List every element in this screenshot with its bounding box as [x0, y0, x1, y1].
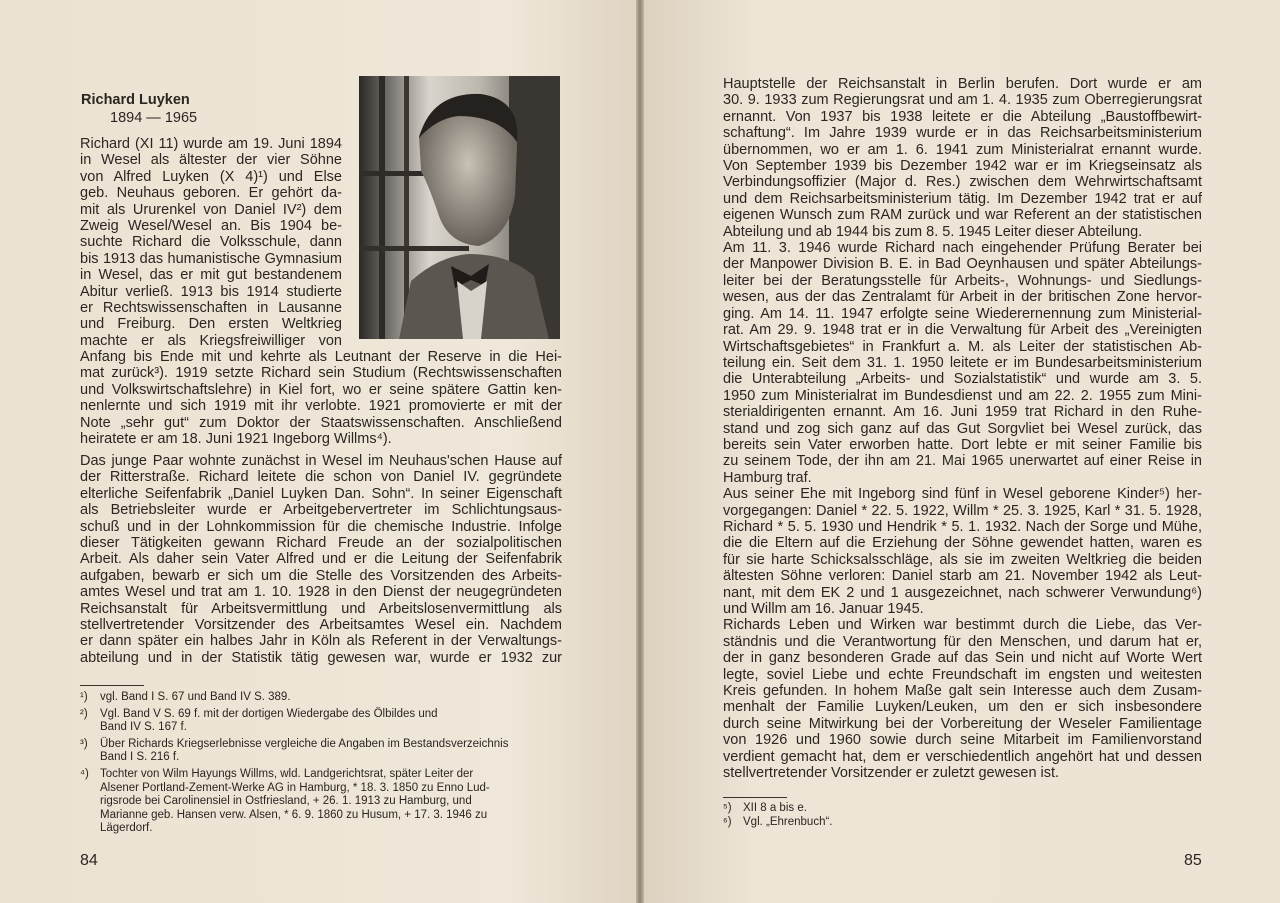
footnote-4 — [80, 768, 562, 836]
footnote-line: Lägerdorf. — [100, 822, 153, 835]
text-line: mit als Ururenkel von Daniel IV²) dem — [80, 201, 342, 218]
text-line: nant, mit dem EK 2 und 1 ausgezeichnet, nach schwerer Verwundung⁶) — [723, 584, 1202, 601]
text-line: Aus seiner Ehe mit Ingeborg sind fünf in Wesel geborene Kinder⁵) her- — [723, 486, 1202, 503]
text-line: heiratete er am 18. Juni 1921 Ingeborg Willms⁴). — [80, 431, 392, 448]
right-paragraph-1 — [723, 76, 1202, 240]
footnote-mark: ³) — [80, 737, 88, 750]
text-line: aufgaben, bewarb er sich um die Stelle des Vorsitzenden des Arbeits- — [80, 567, 562, 584]
text-line: ständnis und die Verantwortung für den Menschen, und darum hat er, — [723, 633, 1202, 650]
text-line: dieser Tätigkeiten gewann Richard Freude an der sozialpolitischen — [80, 535, 562, 552]
text-line: Note „sehr gut“ zum Doktor der Staatswissenschaften. Anschließend — [80, 414, 562, 431]
biography-dates: 1894 — 1965 — [110, 110, 198, 126]
text-line: als Betriebsleiter wurde er Arbeitgebervertreter im Schlichtungsaus- — [80, 502, 562, 519]
text-line: 30. 9. 1933 zum Regierungsrat und am 1. 4. 1935 zum Oberregierungsrat — [723, 92, 1202, 109]
left-paragraph-2 — [80, 453, 562, 666]
text-line: stellvertretender Vorsitzender des Arbeitsamtes Wesel ein. Nachdem — [80, 617, 562, 634]
text-line: für sie harte Schicksalsschläge, als sie im zweiten Weltkrieg die beiden — [723, 551, 1202, 568]
text-line: Richard (XI 11) wurde am 19. Juni 1894 — [80, 136, 342, 152]
text-line: geb. Neuhaus geboren. Er gehört da- — [80, 185, 342, 202]
text-line: wesen, aus der das Zentralamt für Arbeit in der britischen Zone hervor- — [723, 289, 1202, 306]
right-paragraph-3 — [723, 486, 1202, 617]
text-line: Richards Leben und Wirken war bestimmt durch die Liebe, das Ver- — [723, 617, 1202, 634]
footnote-line: Vgl. „Ehrenbuch“. — [743, 815, 833, 828]
text-line: und dem Reichsarbeitsministerium tätig. Im Dezember 1942 trat er auf — [723, 190, 1202, 207]
text-line: von 1926 und 1960 sowie durch seine Mitarbeit im Familienvorstand — [723, 732, 1202, 749]
text-line: sterialdirigenten ernannt. Am 16. Juni 1959 trat Richard in den Ruhe- — [723, 404, 1202, 421]
text-line: der in ganz besonderen Grade auf das Sein und nicht auf Worte Wert — [723, 650, 1202, 667]
footnote-line: Über Richards Kriegserlebnisse vergleiche die Angaben im Bestandsverzeichnis — [100, 737, 509, 750]
text-line: Kreis gefunden. In hohem Maße galt sein Interesse auch dem Zusam- — [723, 683, 1202, 700]
footnote-3 — [80, 738, 562, 765]
text-line: 1950 zum Ministerialrat im Bundesdienst und am 22. 2. 1955 zum Mini- — [723, 387, 1202, 404]
footnote-rule — [80, 685, 144, 686]
text-line: bis 1913 das humanistische Gymnasium — [80, 250, 342, 267]
footnote-mark: ⁶) — [723, 815, 732, 828]
text-line: der Manpower Division B. E. in Bad Oeynhausen und später Abteilungs- — [723, 256, 1202, 273]
footnote-line: Band I S. 216 f. — [100, 751, 180, 764]
left-wrap-paragraph — [80, 136, 342, 349]
text-line: stellvertretender Vorsitzender er zuletzt gewesen ist. — [723, 765, 1060, 782]
text-line: Das junge Paar wohnte zunächst in Wesel im Neuhaus'schen Hause auf — [80, 453, 562, 469]
text-line: in Wesel als ältester der vier Söhne — [80, 152, 342, 169]
text-line: Hamburg traf. — [723, 469, 812, 486]
text-line: Am 11. 3. 1946 wurde Richard nach eingehender Prüfung Berater bei — [723, 240, 1202, 257]
text-line: amtes Wesel und trat am 1. 10. 1928 in den Dienst der neugegründeten — [80, 584, 562, 601]
portrait-photo — [359, 76, 560, 339]
text-line: verdient gemacht hat, dem er verschiedentlich angehört hat und dessen — [723, 748, 1202, 765]
text-line: ging. Am 14. 11. 1947 erfolgte seine Wiederernennung zum Ministerial- — [723, 305, 1202, 322]
footnote-line: XII 8 a bis e. — [743, 802, 807, 814]
text-line: und Willm am 16. Januar 1945. — [723, 601, 924, 617]
text-line: Wirtschaftsgebietes“ in Frankfurt a. M. als Leiter der statistischen Ab- — [723, 338, 1202, 355]
footnote-line: Alsener Portland-Zement-Werke AG in Hamburg, * 18. 3. 1850 zu Enno Lud- — [100, 781, 490, 794]
right-paragraph-4 — [723, 617, 1202, 781]
portrait-photo-image — [359, 76, 560, 339]
text-line: und Freiburg. Den ersten Weltkrieg — [80, 316, 342, 333]
footnote-mark: ⁴) — [80, 767, 89, 780]
text-line: stand und zog sich ganz auf das Gut Sorgvliet bei Wesel zurück, das — [723, 420, 1202, 437]
text-line: Zweig Wesel/Wesel an. Bis 1904 be- — [80, 218, 342, 235]
text-line: in Wesel, das er mit gut bestandenem — [80, 267, 342, 284]
text-line: er dann später ein halbes Jahr in Köln als Referent in der Verwaltungs- — [80, 633, 562, 650]
text-line: bereits sein Vater erworben hatte. Dort lebte er mit seiner Familie bis — [723, 436, 1202, 453]
page-number-right: 85 — [1184, 852, 1202, 869]
footnote-line: Band IV S. 167 f. — [100, 721, 187, 734]
text-line: mat zurück³). 1919 setzte Richard sein Studium (Rechtswissenschaften — [80, 365, 562, 382]
text-line: die die Eltern auf die Erziehung der Söhne gewendet hatten, waren es — [723, 535, 1202, 552]
footnote-5 — [723, 802, 1202, 816]
text-line: Abteilung und ab 1944 bis zum 8. 5. 1945 Leiter dieser Abteilung. — [723, 223, 1143, 240]
footnote-line: rigsrode bei Carolinensiel in Ostfriesland, + 26. 1. 1913 zu Hamburg, und — [100, 795, 472, 808]
footnote-line: vgl. Band I S. 67 und Band IV S. 389. — [100, 691, 291, 703]
text-line: abteilung und in der Statistik tätig gewesen war, wurde er 1932 zur — [80, 649, 562, 666]
text-line: Von September 1939 bis Dezember 1942 war er im Kriegseinsatz als — [723, 158, 1202, 175]
text-line: schaftung“. Im Jahre 1939 wurde er in das Reichsarbeitsministerium — [723, 125, 1202, 142]
page-number-left: 84 — [80, 852, 98, 869]
text-line: übernommen, wo er am 1. 6. 1941 zum Ministerialrat ernannt wurde. — [723, 141, 1202, 158]
text-line: Anfang bis Ende mit und kehrte als Leutnant der Reserve in die Hei- — [80, 349, 562, 365]
right-text — [723, 76, 1202, 781]
text-line: er Rechtswissenschaften in Lausanne — [80, 300, 342, 317]
text-line: teilung ein. Seit dem 31. 1. 1950 leitete er im Bundesarbeitsministerium — [723, 354, 1202, 371]
text-line: Reichsanstalt für Arbeitsvermittlung und Arbeitslosenvermittlung als — [80, 600, 562, 617]
text-line: der Ritterstraße. Richard leitete die schon von Daniel IV. gegründete — [80, 469, 562, 486]
text-line: von Alfred Luyken (X 4)¹) und Else — [80, 168, 342, 185]
text-line: Abitur verließ. 1913 bis 1914 studierte — [80, 283, 342, 300]
text-line: Arbeit. Als daher sein Vater Alfred und er die Leitung der Seifenfabrik — [80, 551, 562, 568]
text-line: menhalt der Familie Luyken/Leuken, um den er sich insbesondere — [723, 699, 1202, 716]
text-line: nenlernte und sich 1919 mit ihr verlobte. 1921 promovierte er mit der — [80, 398, 562, 415]
text-line: machte er als Kriegsfreiwilliger von — [80, 332, 342, 349]
text-line: legte, soviel Liebe und echte Freundschaft im engsten und weitesten — [723, 666, 1202, 683]
text-line: eigenen Wunsch zum RAM zurück und war Referent an der statistischen — [723, 207, 1202, 224]
footnote-line: Vgl. Band V S. 69 f. mit der dortigen Wiedergabe des Ölbildes und — [100, 707, 438, 720]
text-line: schuß und in der Lohnkommission für die chemische Industrie. Infolge — [80, 518, 562, 535]
text-line: vorgegangen: Daniel * 22. 5. 1922, Willm * 25. 3. 1925, Karl * 31. 5. 1928, — [723, 502, 1202, 519]
text-line: die Unterabteilung „Arbeits- und Sozialstatistik“ und wurde am 3. 5. — [723, 371, 1202, 388]
text-line: zu seinem Tode, der ihn am 21. Mai 1965 unerwartet auf einer Reise in — [723, 453, 1202, 470]
footnote-line: Marianne geb. Hansen verw. Alsen, * 6. 9. 1860 zu Husum, + 17. 3. 1946 zu — [100, 808, 488, 821]
footnote-mark: ⁵) — [723, 802, 732, 814]
left-paragraph-1-continued — [80, 349, 562, 447]
right-paragraph-2 — [723, 240, 1202, 486]
footnote-line: Tochter von Wilm Hayungs Willms, wld. Landgerichtsrat, später Leiter der — [100, 767, 474, 780]
text-line: elterliche Seifenfabrik „Daniel Luyken Dan. Sohn“. In seiner Eigenschaft — [80, 485, 562, 502]
book-gutter — [636, 0, 644, 903]
text-line: rat. Am 29. 9. 1948 trat er in die Verwaltung für Arbeit des „Vereinigten — [723, 322, 1202, 339]
text-line: ältesten Söhne verloren: Daniel starb am 21. November 1942 als Leut- — [723, 568, 1202, 585]
text-line: Richard * 5. 5. 1930 und Hendrik * 5. 1. 1932. Nach der Sorge und Mühe, — [723, 518, 1202, 535]
text-line: ernannt. Von 1937 bis 1938 leitete er die Abteilung „Baustoffbewirt- — [723, 108, 1202, 125]
text-line: Hauptstelle der Reichsanstalt in Berlin berufen. Dort wurde er am — [723, 76, 1202, 92]
text-line: und Volkswirtschaftslehre) in Kiel fort, wo er seine spätere Gattin ken- — [80, 381, 562, 398]
text-line: durch seine Mitwirkung bei der Vorbereitung der Weseler Familientage — [723, 715, 1202, 732]
footnote-mark: ¹) — [80, 691, 88, 703]
footnote-mark: ²) — [80, 707, 88, 720]
left-footnotes — [80, 691, 562, 836]
footnote-2 — [80, 708, 562, 735]
footnote-rule — [723, 797, 787, 798]
text-line: leiter bei der Beratungsstelle für Arbeits-, Wohnungs- und Siedlungs- — [723, 272, 1202, 289]
footnote-6 — [723, 816, 1202, 830]
text-line: suchte Richard die Volksschule, dann — [80, 234, 342, 251]
right-footnotes — [723, 802, 1202, 829]
text-line: Verbindungsoffizier (Major d. Res.) zwischen dem Wehrwirtschaftsamt — [723, 174, 1202, 191]
footnote-1 — [80, 691, 562, 705]
biography-title: Richard Luyken — [81, 92, 190, 108]
